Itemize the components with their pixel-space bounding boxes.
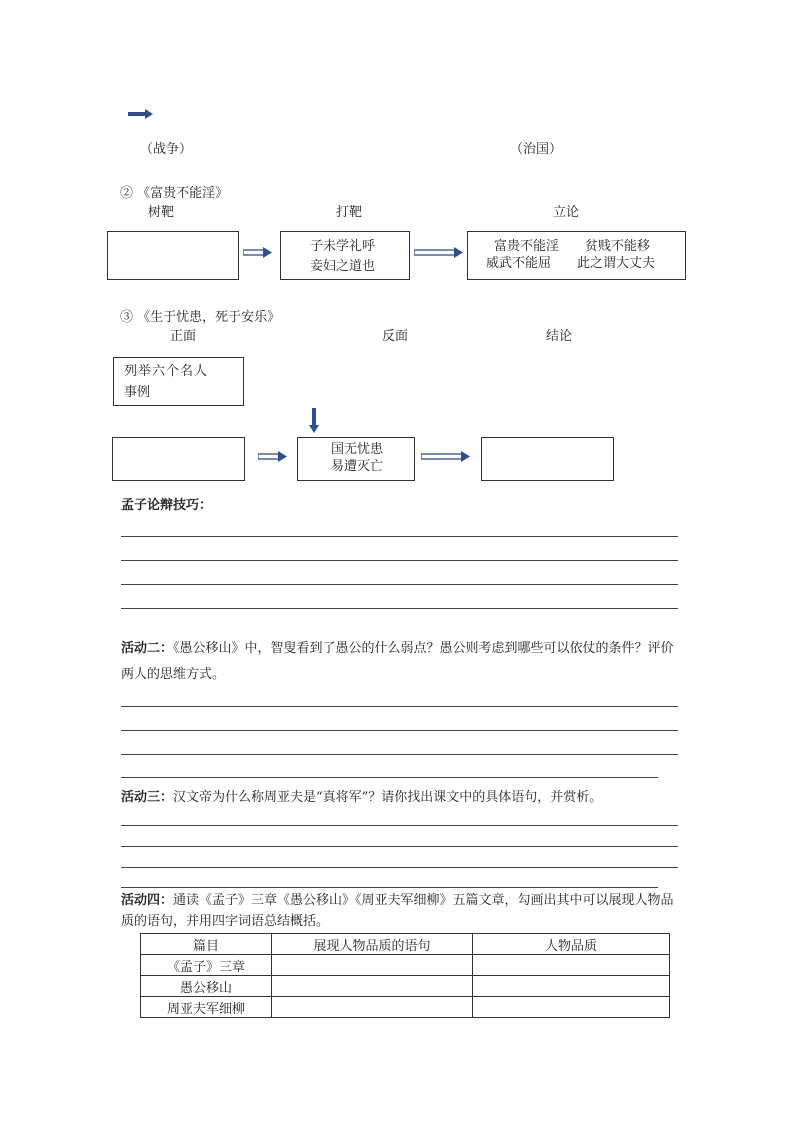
table-row: [141, 955, 670, 976]
table-cell-empty[interactable]: [272, 955, 473, 976]
section3-box-empty-left: [112, 437, 245, 481]
arrow-right-icon: [243, 246, 273, 260]
answer-line: [121, 754, 678, 755]
arrow-right-icon: [258, 450, 288, 464]
table-row: [141, 997, 670, 1018]
section3-box-negative-line1: 国无忧患: [331, 442, 384, 457]
arrow-right-icon: [128, 108, 154, 120]
activity4-label: 活动四：: [121, 893, 174, 908]
section2-box-conclusion-line1: 富贵不能淫 贫贱不能移: [494, 239, 651, 254]
answer-line: [121, 887, 658, 888]
section3-col-conclusion: 结论: [546, 329, 573, 344]
section2-heading: ② 《富贵不能淫》: [120, 186, 229, 201]
table-cell-title: 周亚夫军细柳: [141, 997, 272, 1018]
activity2-label: 活动二：: [121, 641, 174, 656]
table-header: 篇目: [141, 934, 272, 955]
answer-line: [121, 536, 678, 537]
section3-col-negative: 反面: [382, 329, 409, 344]
section2-col-argument: 立论: [553, 205, 580, 220]
arrow-down-icon: [308, 408, 320, 434]
activity3-label: 活动三：: [121, 790, 174, 805]
answer-line: [121, 867, 678, 868]
section2-col-shoot: 打靶: [336, 205, 363, 220]
section2-box-rebuttal: [280, 231, 410, 280]
section3-box-examples-line1: 列举六个名人: [124, 364, 209, 379]
table-cell-title: 愚公移山: [141, 976, 272, 997]
answer-line: [121, 846, 678, 847]
section2-box-empty: [107, 231, 239, 280]
section3-col-positive: 正面: [170, 329, 197, 344]
table-cell-empty[interactable]: [272, 997, 473, 1018]
table-header: 人物品质: [473, 934, 670, 955]
table-header: 展现人物品质的语句: [272, 934, 473, 955]
arrow-right-icon: [414, 246, 464, 260]
section2-box-rebuttal-line1: 子未学礼呼: [310, 239, 376, 254]
answer-line: [121, 706, 678, 707]
section3-box-examples: [113, 357, 244, 406]
section3-box-examples-line2: 事例: [124, 385, 151, 400]
caption-govern: （治国）: [510, 142, 563, 157]
answer-line: [121, 608, 678, 609]
activity2-text: 《愚公移山》中，智叟看到了愚公的什么弱点？愚公则考虑到哪些可以依仗的条件？评价两人的思维方式。: [121, 641, 674, 682]
answer-line: [121, 777, 658, 778]
summary-table: [140, 933, 670, 1018]
table-cell-title: 《孟子》三章: [141, 955, 272, 976]
activity3-prompt: [121, 785, 683, 811]
section3-box-negative: [297, 437, 415, 481]
caption-war: （战争）: [140, 142, 193, 157]
section2-box-conclusion: [467, 231, 686, 280]
table-cell-empty[interactable]: [473, 997, 670, 1018]
arrow-right-icon: [421, 450, 471, 464]
answer-line: [121, 730, 678, 731]
section2-col-target: 树靶: [148, 205, 175, 220]
section3-heading: ③ 《生于忧患，死于安乐》: [120, 310, 281, 325]
table-cell-empty[interactable]: [473, 976, 670, 997]
skills-title: 孟子论辩技巧：: [121, 498, 213, 513]
table-cell-empty[interactable]: [272, 976, 473, 997]
section2-box-rebuttal-line2: 妾妇之道也: [310, 259, 376, 274]
activity4-prompt: [121, 890, 683, 932]
answer-line: [121, 560, 678, 561]
activity4-text: 通读《孟子》三章《愚公移山》《周亚夫军细柳》五篇文章，勾画出其中可以展现人物品质的语句，并用四字词语总结概括。: [121, 893, 674, 929]
table-header-row: [141, 934, 670, 955]
section3-box-negative-line2: 易遭灭亡: [331, 459, 384, 474]
table-cell-empty[interactable]: [473, 955, 670, 976]
answer-line: [121, 825, 678, 826]
activity3-text: 汉文帝为什么称周亚夫是“真将军”？请你找出课文中的具体语句，并赏析。: [173, 790, 603, 805]
section3-box-empty-right: [481, 437, 614, 481]
section2-box-conclusion-line2: 威武不能屈 此之谓大丈夫: [486, 256, 656, 271]
table-row: [141, 976, 670, 997]
answer-line: [121, 584, 678, 585]
activity2-prompt: [121, 636, 683, 688]
